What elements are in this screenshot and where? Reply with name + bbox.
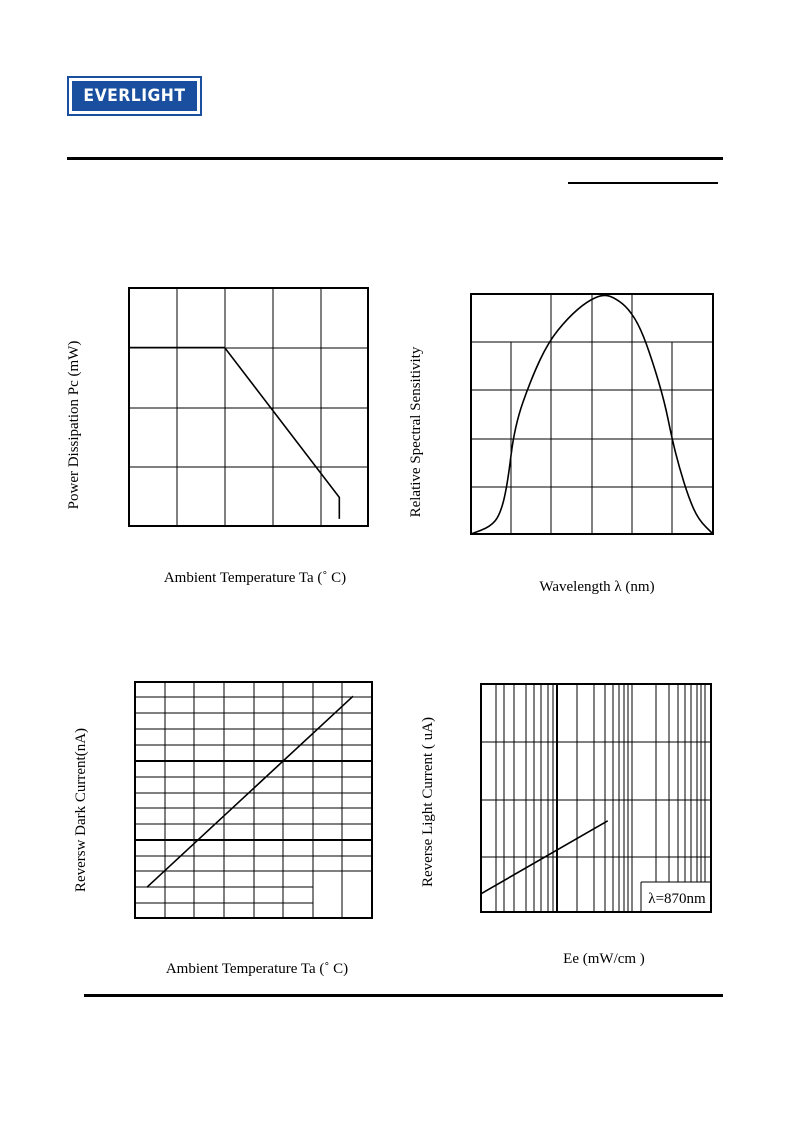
x-axis-label: Ee (mW/cm ) [563, 951, 645, 967]
y-axis-label: Reverse Light Current ( uA) [420, 717, 436, 887]
y-axis-label: Power Dissipation Pc (mW) [66, 340, 82, 510]
y-axis-label: Relative Spectral Sensitivity [408, 346, 424, 518]
chart-dark-current [73, 682, 372, 977]
series-line [147, 696, 353, 887]
chart-light-current [420, 684, 711, 967]
logo-text: EVERLIGHT [83, 86, 186, 106]
chart-power-dissipation [66, 288, 368, 586]
plot-frame [481, 684, 711, 912]
chart-spectral-sensitivity [408, 294, 713, 595]
x-axis-label: Ambient Temperature Ta (˚ C) [165, 961, 349, 977]
wavelength-annotation: λ=870nm [648, 891, 706, 907]
x-axis-label: Wavelength λ (nm) [539, 579, 655, 595]
series-line [129, 348, 339, 519]
x-axis-label: Ambient Temperature Ta (˚ C) [163, 570, 347, 586]
y-axis-label: Reversw Dark Current(nA) [73, 727, 89, 893]
plot-frame [129, 288, 368, 526]
